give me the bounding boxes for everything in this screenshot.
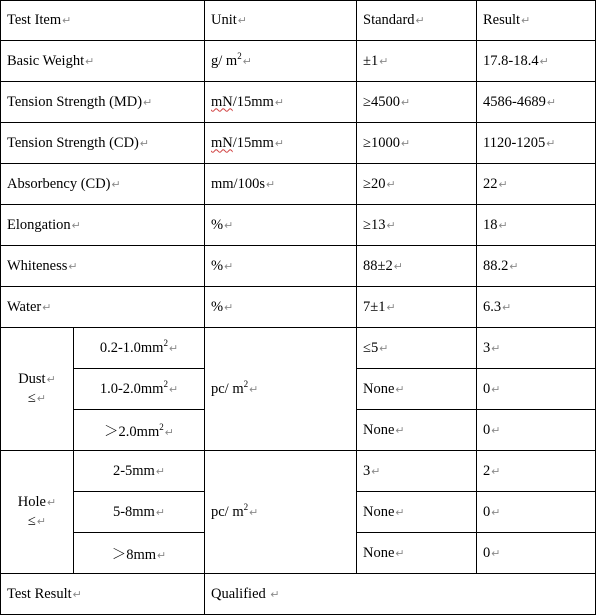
row-absorbency [1,164,596,205]
standard-cell: 88±2↵ [357,246,477,287]
row-whiteness [1,246,596,287]
size-cell: 5-8mm↵ [74,492,205,533]
standard-cell: ≥13↵ [357,205,477,246]
row-tension-cd [1,123,596,164]
header-standard: Standard↵ [357,1,477,41]
dust-label-cell: Dust↵ ≤↵ [1,328,74,451]
unit-cell: mN/15mm↵ [205,82,357,123]
result-cell: 1120-1205↵ [477,123,596,164]
result-cell: 17.8-18.4↵ [477,41,596,82]
result-cell: 22↵ [477,164,596,205]
unit-cell: mm/100s↵ [205,164,357,205]
row-water [1,287,596,328]
size-cell: ＞8mm↵ [74,533,205,574]
test-result-value: Qualified ↵ [205,574,596,615]
header-test-item: Test Item↵ [1,1,205,41]
size-cell: 2-5mm↵ [74,451,205,492]
result-cell: 0↵ [477,410,596,451]
result-cell: 0↵ [477,533,596,574]
row-elongation [1,205,596,246]
result-cell: 6.3↵ [477,287,596,328]
standard-cell: ≥4500↵ [357,82,477,123]
result-cell: 18↵ [477,205,596,246]
unit-cell: %↵ [205,205,357,246]
header-unit: Unit↵ [205,1,357,41]
standard-cell: 3↵ [357,451,477,492]
item-cell: Absorbency (CD)↵ [1,164,205,205]
result-cell: 0↵ [477,492,596,533]
test-result-label: Test Result↵ [1,574,205,615]
unit-cell: mN/15mm↵ [205,123,357,164]
header-row [1,1,596,41]
standard-cell: 7±1↵ [357,287,477,328]
row-test-result [1,574,596,615]
header-result: Result↵ [477,1,596,41]
result-cell: 2↵ [477,451,596,492]
row-basic-weight [1,41,596,82]
result-cell: 0↵ [477,369,596,410]
item-cell: Tension Strength (MD)↵ [1,82,205,123]
unit-cell: g/ $m^2↵$ [205,41,357,82]
hole-label-cell: Hole↵ ≤↵ [1,451,74,574]
item-cell: Whiteness↵ [1,246,205,287]
standard-cell: None↵ [357,410,477,451]
standard-cell: None↵ [357,533,477,574]
row-hole-1 [1,451,596,492]
item-cell: Elongation↵ [1,205,205,246]
size-cell: $0.2-1.0mm^2↵$ [74,328,205,369]
standard-cell: ≤5↵ [357,328,477,369]
item-cell: Basic Weight↵ [1,41,205,82]
standard-cell: ≥20↵ [357,164,477,205]
dust-unit-cell: pc/ $m^2↵$ [205,328,357,451]
hole-unit-cell: pc/ $m^2↵$ [205,451,357,574]
row-tension-md [1,82,596,123]
standard-cell: ±1↵ [357,41,477,82]
result-cell: 3↵ [477,328,596,369]
result-cell: 88.2↵ [477,246,596,287]
item-cell: Tension Strength (CD)↵ [1,123,205,164]
size-cell: $>2.0mm^2↵$ [74,410,205,451]
row-dust-1 [1,328,596,369]
standard-cell: ≥1000↵ [357,123,477,164]
result-cell: 4586-4689↵ [477,82,596,123]
item-cell: Water↵ [1,287,205,328]
size-cell: $1.0-2.0mm^2↵$ [74,369,205,410]
unit-cell: %↵ [205,246,357,287]
unit-cell: %↵ [205,287,357,328]
standard-cell: None↵ [357,492,477,533]
standard-cell: None↵ [357,369,477,410]
